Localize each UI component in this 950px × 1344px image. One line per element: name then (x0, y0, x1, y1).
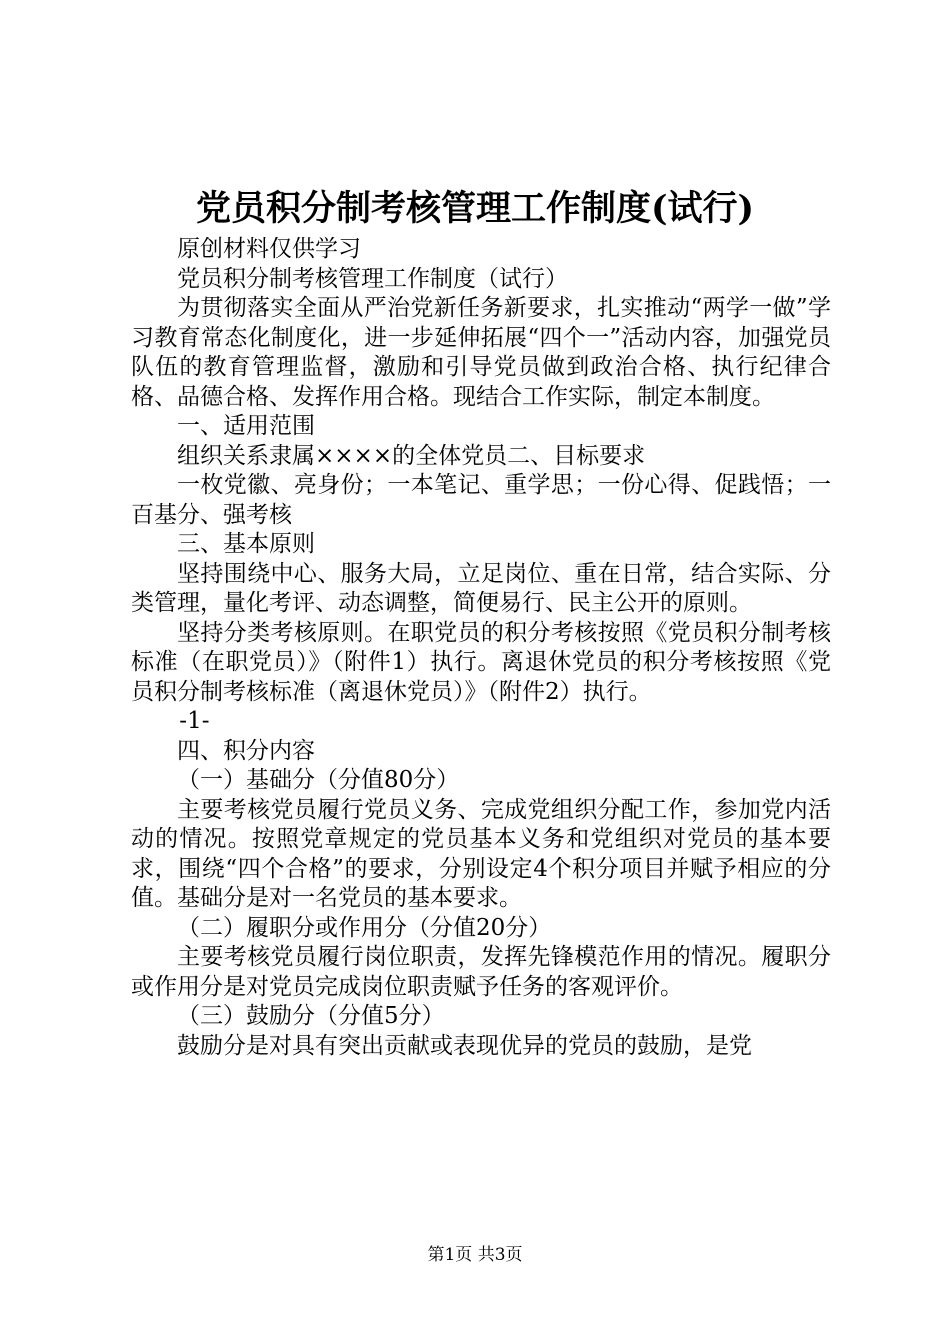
document-title: 党员积分制考核管理工作制度(试行) (195, 188, 755, 229)
subheading-duty-points: （二）履职分或作用分（分值20分） (177, 914, 552, 941)
paragraph-goals: 一枚党徽、亮身份；一本笔记、重学思；一份心得、促践悟；一百基分、强考核 (131, 472, 831, 528)
page-number-marker: -1- (179, 708, 210, 734)
paragraph-subtitle: 党员积分制考核管理工作制度（试行） (177, 265, 568, 292)
subheading-basic-points: （一）基础分（分值80分） (177, 767, 460, 793)
paragraph-principle-1: 坚持围绕中心、服务大局，立足岗位、重在日常，结合实际、分类管理，量化考评、动态调整，简便易行、民主公开的原则。 (131, 560, 831, 616)
paragraph-intro: 为贯彻落实全面从严治党新任务新要求，扎实推动“两学一做”学习教育常态化制度化，进一步延伸拓展“四个一”活动内容，加强党员队伍的教育管理监督，激励和引导党员做到政治合格、执行纪律合格、品德合格、发挥作用合格。现结合工作实际，制定本制度。 (131, 295, 831, 410)
subheading-bonus-points: （三）鼓励分（分值5分） (177, 1003, 445, 1029)
section-heading-principles: 三、基本原则 (177, 531, 315, 557)
document-body (131, 235, 831, 1061)
paragraph-bonus-points: 鼓励分是对具有突出贡献或表现优异的党员的鼓励，是党 (177, 1032, 752, 1059)
paragraph-principle-2: 坚持分类考核原则。在职党员的积分考核按照《党员积分制考核标准（在职党员）》（附件1）执行。离退休党员的积分考核按照《党员积分制考核标准（离退休党员）》（附件2）执行。 (131, 619, 831, 705)
paragraph-duty-points: 主要考核党员履行岗位职责，发挥先锋模范作用的情况。履职分或作用分是对党员完成岗位职责赋予任务的客观评价。 (131, 944, 831, 1000)
paragraph-scope: 组织关系隶属××××的全体党员二、目标要求 (177, 442, 646, 469)
paragraph-note: 原创材料仅供学习 (177, 236, 361, 262)
section-heading-points: 四、积分内容 (177, 737, 315, 764)
paragraph-basic-points: 主要考核党员履行党员义务、完成党组织分配工作，参加党内活动的情况。按照党章规定的党员基本义务和党组织对党员的基本要求，围绕“四个合格”的要求，分别设定4个积分项目并赋予相应的分值。基础分是对一名党员的基本要求。 (131, 796, 831, 911)
page-footer: 第1页 共3页 (427, 1245, 523, 1265)
section-heading-scope: 一、适用范围 (177, 413, 315, 439)
